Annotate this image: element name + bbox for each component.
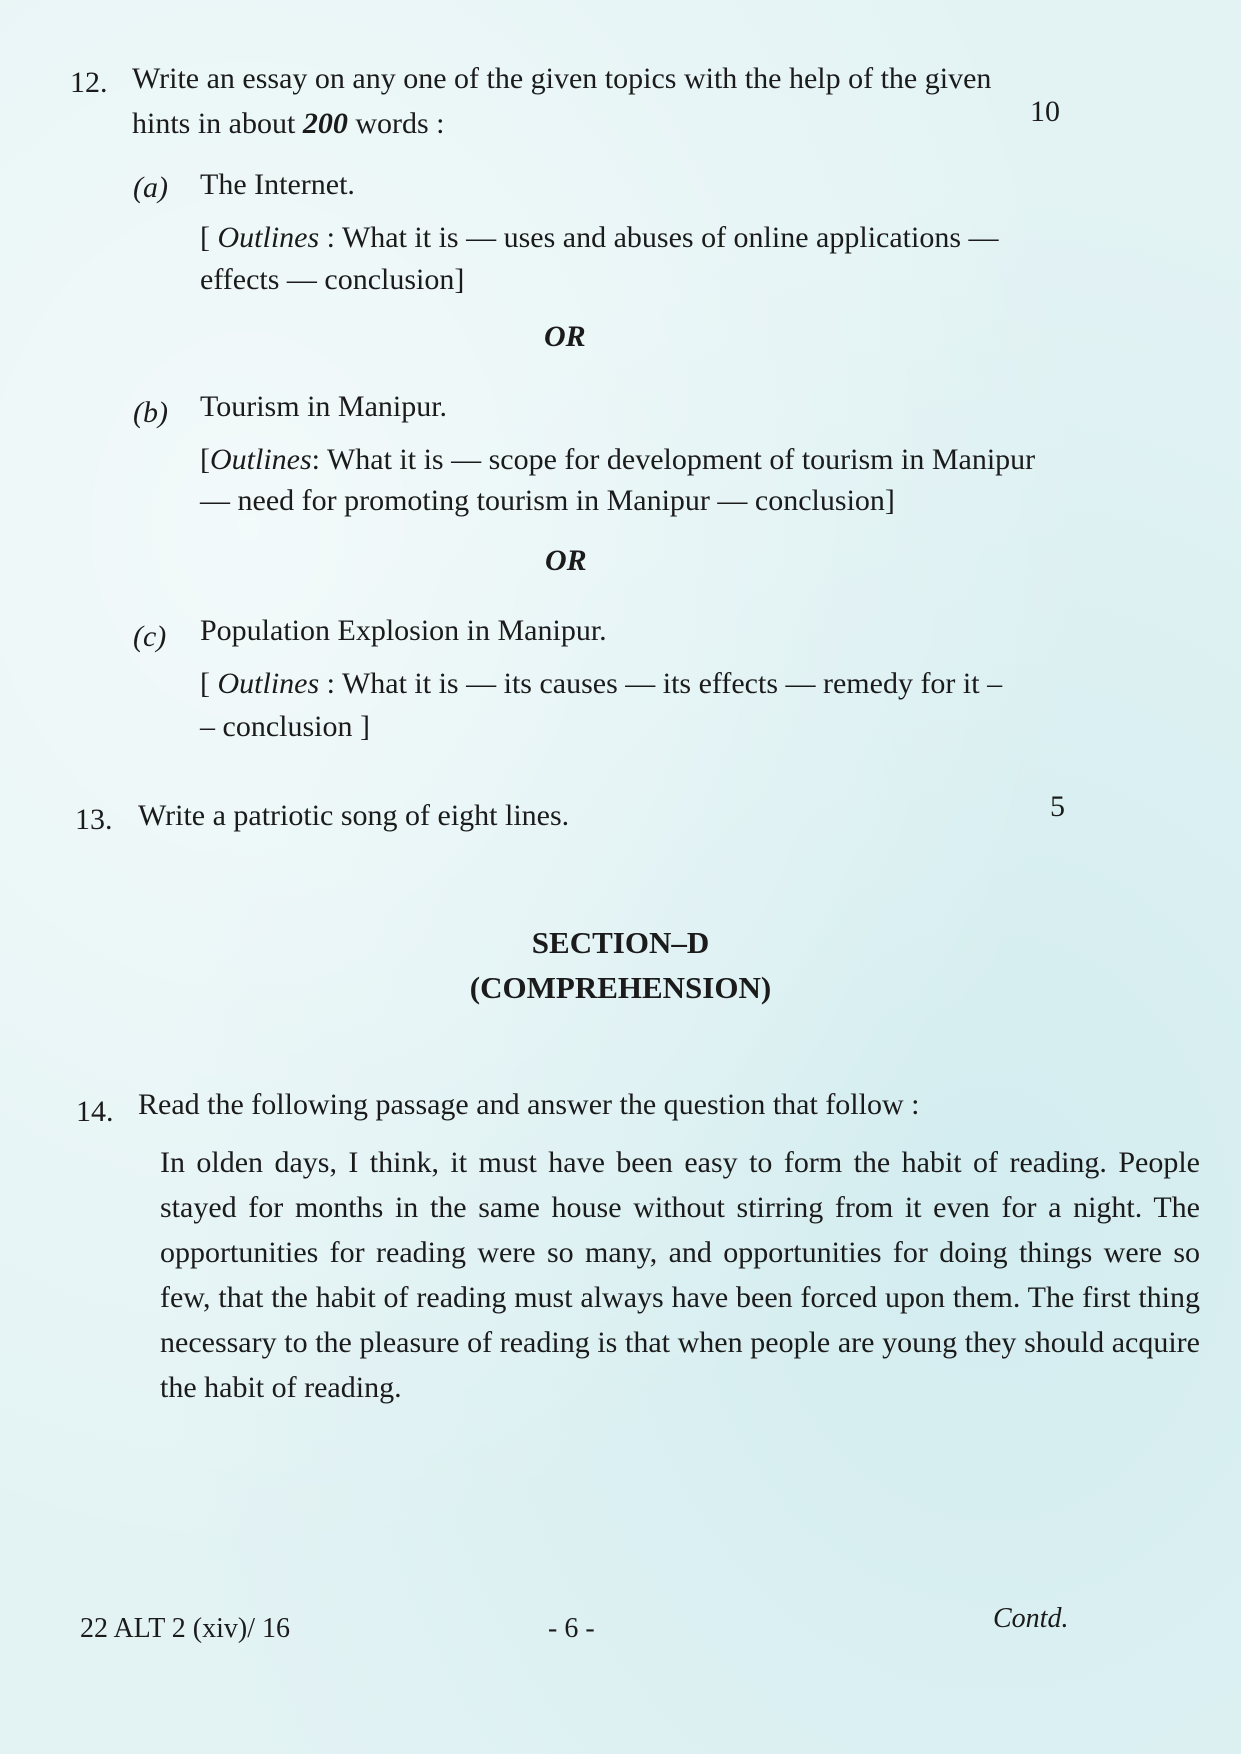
question-number: 12.: [70, 66, 108, 99]
outline-text: [ Outlines : What it is — uses and abuses of online applications —: [200, 221, 999, 254]
outline-text: – conclusion ]: [200, 710, 370, 743]
paper-code: 22 ALT 2 (xiv)/ 16: [80, 1613, 291, 1644]
marks: 10: [1030, 95, 1060, 128]
or-separator: OR: [544, 320, 586, 353]
outline-text: [Outlines: What it is — scope for development of tourism in Manipur: [200, 443, 1036, 476]
question-text: Read the following passage and answer the question that follow :: [138, 1088, 920, 1121]
option-label: (c): [133, 620, 167, 653]
section-subtitle: (COMPREHENSION): [469, 970, 772, 1005]
option-title: The Internet.: [200, 168, 355, 201]
option-title: Tourism in Manipur.: [200, 390, 448, 423]
question-text: Write an essay on any one of the given topics with the help of the given: [132, 62, 992, 95]
or-separator: OR: [545, 544, 587, 577]
outline-text: — need for promoting tourism in Manipur — conclusion]: [200, 484, 895, 517]
option-label: (b): [133, 396, 168, 429]
word-count: 200: [302, 107, 348, 140]
page-number: - 6 -: [548, 1613, 595, 1644]
question-text: Write a patriotic song of eight lines.: [138, 799, 570, 832]
option-title: Population Explosion in Manipur.: [200, 614, 607, 647]
section-title: SECTION–D: [531, 925, 710, 960]
question-number: 13.: [75, 803, 113, 836]
continued-note: Contd.: [993, 1603, 1069, 1634]
question-number: 14.: [76, 1095, 114, 1128]
question-text: hints in about 200 words :: [132, 107, 445, 140]
option-label: (a): [133, 171, 168, 204]
passage: In olden days, I think, it must have been easy to form the habit of reading. People stayed for months in the same house without stirring from it even for a night. The opportunities for reading were so many, and opportunities for doing things were so few, that the habit of reading must always have been forced upon them. The first thing necessary to the pleasure of reading is that when people are young they should acquire the habit of reading.: [160, 1146, 1200, 1404]
outline-text: effects — conclusion]: [200, 263, 465, 296]
outline-text: [ Outlines : What it is — its causes — its effects — remedy for it –: [200, 667, 1003, 700]
marks: 5: [1050, 790, 1065, 823]
